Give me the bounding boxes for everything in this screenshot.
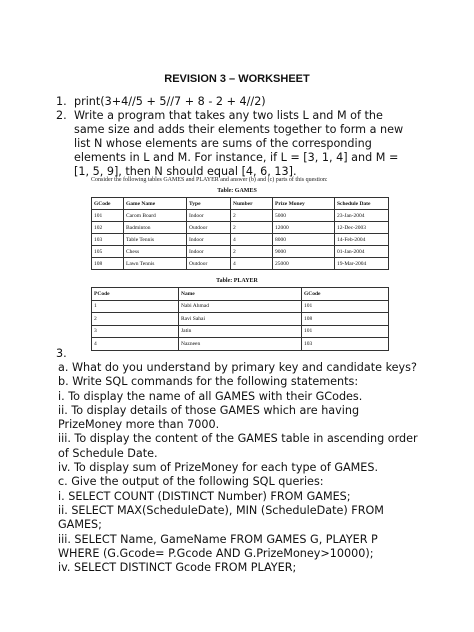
- table-row: [92, 258, 389, 270]
- games-cell: 2: [231, 246, 273, 258]
- question-1-text: print(3+4//5 + 5//7 + 8 - 2 + 4//2): [74, 95, 266, 108]
- text-line: WHERE (G.Gcode= P.Gcode AND G.PrizeMoney>10000);: [58, 546, 374, 560]
- text-line: ii. SELECT MAX(ScheduleDate), MIN (ScheduleDate) FROM: [58, 503, 384, 517]
- text-line: of Schedule Date.: [58, 446, 158, 460]
- games-cell: 2: [231, 222, 273, 234]
- games-cell: 4: [231, 258, 273, 270]
- table-row: [92, 234, 389, 246]
- games-cell: Carom Board: [124, 210, 187, 222]
- table-row: [92, 246, 389, 258]
- games-cell: 2: [231, 210, 273, 222]
- games-cell: 108: [92, 258, 124, 270]
- games-cell: Indoor: [187, 234, 231, 246]
- games-cell: Table Tennis: [124, 234, 187, 246]
- player-cell: 101: [302, 325, 389, 338]
- text-line: c. Give the output of the following SQL queries:: [58, 475, 324, 489]
- text-line: iii. SELECT Name, GameName FROM GAMES G, PLAYER P: [58, 532, 378, 546]
- player-cell: 108: [302, 313, 389, 326]
- text-line: i. SELECT COUNT (DISTINCT Number) FROM GAMES;: [58, 489, 351, 503]
- question-1: [56, 95, 266, 109]
- games-cell: 105: [92, 246, 124, 258]
- games-cell: 14-Feb-2004: [335, 234, 389, 246]
- table-row: [92, 313, 389, 326]
- games-header-cell: GCode: [92, 198, 124, 210]
- games-cell: Indoor: [187, 246, 231, 258]
- games-cell: 12000: [273, 222, 335, 234]
- games-header-cell: Game Name: [124, 198, 187, 210]
- text-line: a. What do you understand by primary key and candidate keys?: [58, 361, 417, 374]
- player-header-cell: GCode: [302, 288, 389, 301]
- text-line: GAMES;: [58, 518, 102, 532]
- player-cell: 4: [92, 338, 179, 351]
- text-line: PrizeMoney more than 7000.: [58, 418, 220, 432]
- tables-intro: Consider the following tables GAMES and PLAYER and answer (b) and (c) parts of this question:: [91, 177, 328, 183]
- text-line: b. Write SQL commands for the following statements:: [58, 375, 359, 389]
- games-table-caption: Table: GAMES: [217, 188, 257, 194]
- player-cell: Jatin: [179, 325, 302, 338]
- question-3-number: 3.: [56, 347, 67, 360]
- games-cell: 5000: [273, 210, 335, 222]
- text-line: iv. SELECT DISTINCT Gcode FROM PLAYER;: [58, 561, 297, 575]
- games-cell: 01-Jan-2004: [335, 246, 389, 258]
- games-table: [91, 197, 389, 270]
- text-line: iii. To display the content of the GAMES table in ascending order: [58, 432, 418, 446]
- games-cell: 4: [231, 234, 273, 246]
- player-header-cell: PCode: [92, 288, 179, 301]
- player-cell: 3: [92, 325, 179, 338]
- games-header-cell: Number: [231, 198, 273, 210]
- text-line: ii. To display details of those GAMES which are having: [58, 403, 360, 417]
- player-cell: Ravi Sahai: [179, 313, 302, 326]
- games-cell: 103: [92, 234, 124, 246]
- games-cell: 12-Dec-2003: [335, 222, 389, 234]
- table-row: [92, 222, 389, 234]
- games-cell: Indoor: [187, 210, 231, 222]
- question-2-number: 2.: [56, 109, 67, 122]
- player-cell: 1: [92, 300, 179, 313]
- table-row: [92, 338, 389, 351]
- games-cell: 101: [92, 210, 124, 222]
- games-cell: 23-Jan-2004: [335, 210, 389, 222]
- games-cell: 8000: [273, 234, 335, 246]
- worksheet-title: REVISION 3 – WORKSHEET: [164, 73, 310, 85]
- games-header-cell: Schedule Date: [335, 198, 389, 210]
- player-cell: Nabi Ahmad: [179, 300, 302, 313]
- games-header-cell: Type: [187, 198, 231, 210]
- games-cell: Outdoor: [187, 258, 231, 270]
- player-cell: 101: [302, 300, 389, 313]
- games-cell: 9000: [273, 246, 335, 258]
- games-cell: 25000: [273, 258, 335, 270]
- text-line: iv. To display sum of PrizeMoney for each type of GAMES.: [58, 461, 379, 475]
- question-2: [56, 109, 414, 179]
- text-line: i. To display the name of all GAMES with their GCodes.: [58, 389, 363, 403]
- table-row: [92, 210, 389, 222]
- games-cell: Outdoor: [187, 222, 231, 234]
- table-row: [92, 325, 389, 338]
- player-cell: 2: [92, 313, 179, 326]
- games-cell: Lawn Tennis: [124, 258, 187, 270]
- games-cell: Chess: [124, 246, 187, 258]
- player-cell: Nazneen: [179, 338, 302, 351]
- games-cell: 102: [92, 222, 124, 234]
- games-header-row: [92, 198, 389, 210]
- question-1-number: 1.: [56, 95, 67, 108]
- question-2-text: Write a program that takes any two lists L and M of the same size and adds their elements together to form a new list N whose elements are sums of the corresponding elements in L and M. For instance, if L = [3, 1, 4] and M = [1, 5, 9], then N should equal [4, 6, 13].: [74, 109, 404, 178]
- player-cell: 103: [302, 338, 389, 351]
- question-3-parts: [58, 361, 438, 575]
- player-table-caption: Table: PLAYER: [216, 278, 258, 284]
- games-cell: 19-Mar-2004: [335, 258, 389, 270]
- player-header-row: [92, 288, 389, 301]
- table-row: [92, 300, 389, 313]
- player-header-cell: Name: [179, 288, 302, 301]
- player-table: [91, 287, 389, 351]
- games-cell: Badminton: [124, 222, 187, 234]
- games-header-cell: Prize Money: [273, 198, 335, 210]
